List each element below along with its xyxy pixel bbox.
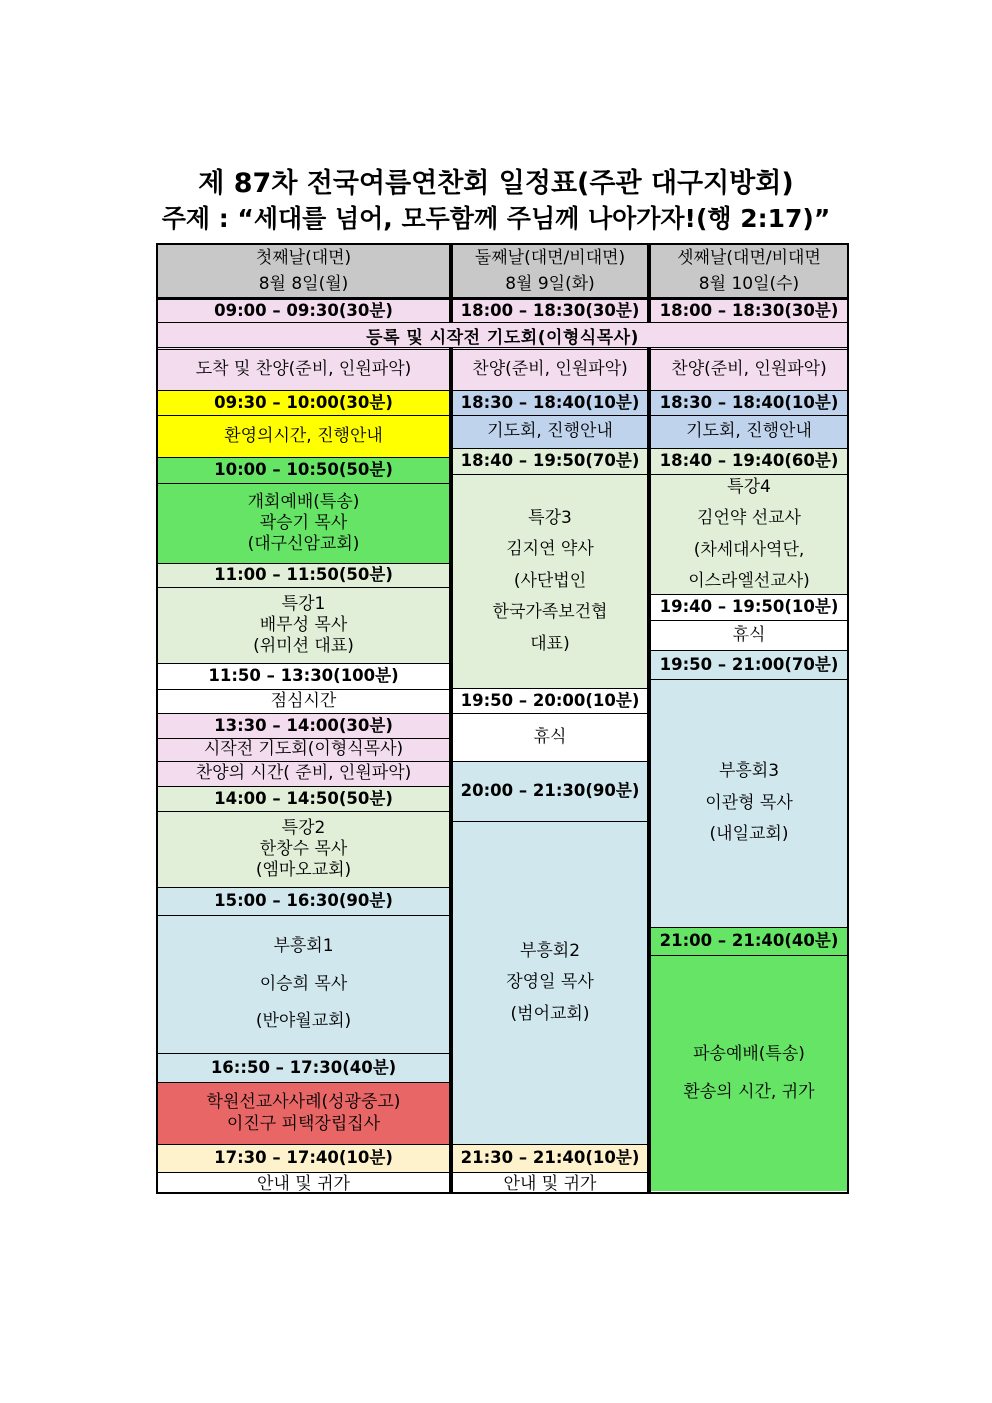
merged-banner: 등록 및 시작전 기도회(이형식목사) xyxy=(156,322,849,348)
schedule-item: 휴식 xyxy=(453,714,647,762)
schedule-item: 특강3 김지연 약사 (사단법인 한국가족보건협 대표) xyxy=(453,475,647,689)
time-slot: 18:30 – 18:40(10분) xyxy=(453,391,647,416)
schedule-item: 휴식 xyxy=(651,621,847,651)
time-slot: 15:00 – 16:30(90분) xyxy=(158,888,449,916)
schedule-item: 찬양의 시간( 준비, 인원파악) xyxy=(158,762,449,787)
time-slot: 18:00 – 18:30(30분) xyxy=(453,300,647,324)
time-slot: 20:00 – 21:30(90분) xyxy=(453,762,647,822)
time-slot: 11:00 – 11:50(50분) xyxy=(158,564,449,588)
schedule-item: 특강4 김언약 선교사 (차세대사역단, 이스라엘선교사) xyxy=(651,475,847,595)
time-slot: 19:40 – 19:50(10분) xyxy=(651,595,847,621)
schedule-item: 특강2 한창수 목사 (엠마오교회) xyxy=(158,812,449,888)
schedule-item: 환영의시간, 진행안내 xyxy=(158,416,449,458)
day-header: 둘째날(대면/비대면) 8월 9일(화) xyxy=(453,245,647,300)
time-slot: 18:40 – 19:50(70분) xyxy=(453,449,647,475)
time-slot: 18:00 – 18:30(30분) xyxy=(651,300,847,324)
schedule-item: 기도회, 진행안내 xyxy=(453,416,647,449)
time-slot: 14:00 – 14:50(50분) xyxy=(158,787,449,812)
day-column-3 xyxy=(649,243,849,1194)
schedule-item: 학원선교사사례(성광중고) 이진구 피택장립집사 xyxy=(158,1083,449,1145)
schedule-item: 도착 및 찬양(준비, 인원파악) xyxy=(158,350,449,391)
schedule-item: 부흥회1 이승희 목사 (반야월교회) xyxy=(158,916,449,1054)
schedule-item: 안내 및 귀가 xyxy=(158,1173,449,1194)
time-slot: 10:00 – 10:50(50분) xyxy=(158,458,449,484)
page-title: 제 87차 전국여름연찬회 일정표(주관 대구지방회) xyxy=(198,168,794,199)
schedule-item: 부흥회3 이관형 목사 (내일교회) xyxy=(651,680,847,928)
schedule-item: 시작전 기도회(이형식목사) xyxy=(158,739,449,762)
time-slot: 19:50 – 20:00(10분) xyxy=(453,689,647,714)
schedule-item: 부흥회2 장영일 목사 (범어교회) xyxy=(453,822,647,1145)
time-slot: 11:50 – 13:30(100분) xyxy=(158,664,449,690)
schedule-item: 찬양(준비, 인원파악) xyxy=(651,350,847,391)
time-slot: 17:30 – 17:40(10분) xyxy=(158,1145,449,1173)
schedule-item: 파송예배(특송) 환송의 시간, 귀가 xyxy=(651,956,847,1191)
time-slot: 16::50 – 17:30(40분) xyxy=(158,1054,449,1083)
time-slot: 09:00 – 09:30(30분) xyxy=(158,300,449,324)
day-column-2 xyxy=(451,243,649,1194)
time-slot: 21:00 – 21:40(40분) xyxy=(651,928,847,956)
day-header: 셋째날(대면/비대면 8월 10일(수) xyxy=(651,245,847,300)
schedule-item: 개회예배(특송) 곽승기 목사 (대구신암교회) xyxy=(158,484,449,564)
time-slot: 09:30 – 10:00(30분) xyxy=(158,391,449,416)
time-slot: 13:30 – 14:00(30분) xyxy=(158,714,449,739)
schedule-item: 찬양(준비, 인원파악) xyxy=(453,350,647,391)
time-slot: 21:30 – 21:40(10분) xyxy=(453,1145,647,1173)
day-column-1 xyxy=(156,243,451,1194)
schedule-item: 특강1 배무성 목사 (위미션 대표) xyxy=(158,588,449,664)
schedule-item: 안내 및 귀가 xyxy=(453,1173,647,1194)
time-slot: 19:50 – 21:00(70분) xyxy=(651,651,847,680)
time-slot: 18:30 – 18:40(10분) xyxy=(651,391,847,416)
page-subtitle: 주제 : “세대를 넘어, 모두함께 주님께 나아가자!(행 2:17)” xyxy=(161,204,831,233)
schedule-item: 점심시간 xyxy=(158,690,449,714)
time-slot: 18:40 – 19:40(60분) xyxy=(651,449,847,475)
day-header: 첫째날(대면) 8월 8일(월) xyxy=(158,245,449,300)
schedule-item: 기도회, 진행안내 xyxy=(651,416,847,449)
